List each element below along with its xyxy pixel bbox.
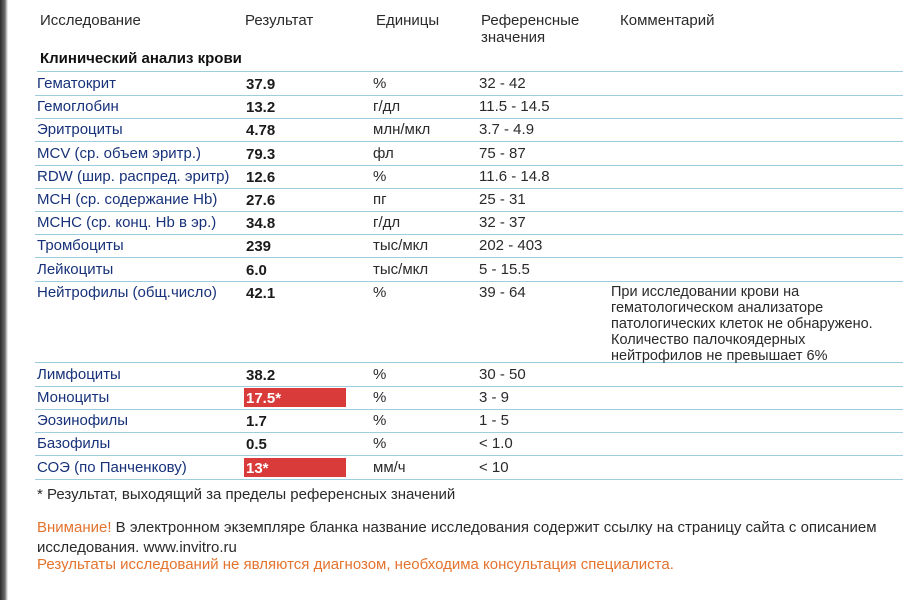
header-test: Исследование — [40, 12, 141, 29]
test-name: Нейтрофилы (общ.число) — [37, 284, 217, 301]
units: тыс/мкл — [373, 261, 429, 278]
table-row — [35, 432, 903, 456]
result-value — [244, 434, 346, 453]
result-value — [244, 167, 346, 186]
result-value — [244, 144, 346, 163]
result-value — [244, 236, 346, 255]
result-text: 4.78 — [246, 122, 276, 139]
test-name: MCH (ср. содержание Hb) — [37, 191, 218, 208]
comment-line: Количество палочкоядерных — [611, 332, 806, 348]
footnote: * Результат, выходящий за пределы референсных значений — [37, 486, 456, 503]
result-value — [244, 365, 346, 384]
test-name: Гематокрит — [37, 75, 116, 92]
notice-warning: Внимание! — [37, 519, 112, 536]
result-text: 17.5* — [246, 390, 282, 407]
table-row — [35, 386, 903, 410]
test-name: Эритроциты — [37, 121, 123, 138]
table-row — [35, 234, 903, 258]
result-text: 27.6 — [246, 192, 276, 209]
units: % — [373, 412, 387, 429]
result-value-flagged — [244, 388, 346, 407]
comment-line: При исследовании крови на — [611, 284, 800, 300]
table-row — [35, 211, 903, 235]
result-value — [244, 260, 346, 279]
reference-range: 3.7 - 4.9 — [479, 121, 535, 138]
result-text: 12.6 — [246, 169, 276, 186]
test-name: MCHC (ср. конц. Hb в эр.) — [37, 214, 217, 231]
header-reference-line2: значения — [481, 29, 546, 46]
result-text: 13* — [246, 460, 269, 477]
table-row — [35, 165, 903, 189]
units: % — [373, 435, 387, 452]
header-reference-line1: Референсные — [481, 12, 580, 29]
reference-range: 3 - 9 — [479, 389, 510, 406]
result-text: 38.2 — [246, 367, 276, 384]
units: пг — [373, 191, 387, 208]
result-value — [244, 97, 346, 116]
header-reference — [481, 12, 579, 46]
section-header — [37, 47, 903, 72]
comment-line: патологических клеток не обнаружено. — [611, 316, 873, 332]
comment — [611, 284, 901, 364]
table-row — [35, 409, 903, 433]
test-name: СОЭ (по Панченкову) — [37, 459, 187, 476]
reference-range: 25 - 31 — [479, 191, 526, 208]
result-value — [244, 411, 346, 430]
units: фл — [373, 145, 394, 162]
notice — [37, 518, 897, 558]
units: мм/ч — [373, 459, 406, 476]
table-row — [35, 188, 903, 212]
result-text: 1.7 — [246, 413, 267, 430]
result-text: 34.8 — [246, 215, 276, 232]
test-name: Лимфоциты — [37, 366, 121, 383]
test-name: Гемоглобин — [37, 98, 119, 115]
test-name: Базофилы — [37, 435, 111, 452]
reference-range: 32 - 42 — [479, 75, 526, 92]
reference-range: 5 - 15.5 — [479, 261, 530, 278]
result-value — [244, 283, 346, 302]
reference-range: 39 - 64 — [479, 284, 526, 301]
notice-text: В электронном экземпляре бланка название исследования содержит ссылку на страницу сайта с описанием исследования. www.invitro.ru — [37, 519, 877, 556]
units: % — [373, 366, 387, 383]
result-text: 0.5 — [246, 436, 267, 453]
reference-range: 202 - 403 — [479, 237, 543, 254]
result-text: 42.1 — [246, 285, 276, 302]
test-name: Моноциты — [37, 389, 110, 406]
table-row — [35, 118, 903, 142]
reference-range: < 1.0 — [479, 435, 513, 452]
reference-range: 30 - 50 — [479, 366, 526, 383]
result-text: 6.0 — [246, 262, 267, 279]
units: % — [373, 168, 387, 185]
reference-range: 11.5 - 14.5 — [479, 98, 550, 115]
result-value — [244, 213, 346, 232]
test-name: Лейкоциты — [37, 261, 114, 278]
table-row — [35, 142, 903, 166]
table-row — [35, 95, 903, 119]
result-value — [244, 120, 346, 139]
test-name: Тромбоциты — [37, 237, 124, 254]
table-row — [35, 281, 903, 363]
units: г/дл — [373, 214, 401, 231]
reference-range: 32 - 37 — [479, 214, 526, 231]
test-name: MCV (ср. объем эритр.) — [37, 145, 202, 162]
header-comment: Комментарий — [620, 12, 715, 29]
result-text: 13.2 — [246, 99, 276, 116]
reference-range: 75 - 87 — [479, 145, 526, 162]
units: % — [373, 75, 387, 92]
result-value — [244, 74, 346, 93]
table-row — [35, 72, 903, 96]
units: % — [373, 284, 387, 301]
header-result: Результат — [245, 12, 314, 29]
units: тыс/мкл — [373, 237, 429, 254]
table-row — [35, 258, 903, 282]
reference-range: < 10 — [479, 459, 509, 476]
test-name: Эозинофилы — [37, 412, 129, 429]
result-text: 239 — [246, 238, 272, 255]
comment-line: гематологическом анализаторе — [611, 300, 824, 316]
result-value — [244, 190, 346, 209]
header-units: Единицы — [376, 12, 440, 29]
table-row — [35, 456, 903, 480]
units: % — [373, 389, 387, 406]
table-row — [35, 363, 903, 387]
result-value-flagged — [244, 458, 346, 477]
result-text: 79.3 — [246, 146, 276, 163]
section-title: Клинический анализ крови — [40, 50, 242, 67]
result-text: 37.9 — [246, 76, 276, 93]
reference-range: 1 - 5 — [479, 412, 510, 429]
units: г/дл — [373, 98, 401, 115]
disclaimer: Результаты исследований не являются диагнозом, необходима консультация специалиста. — [37, 556, 674, 573]
test-name: RDW (шир. распред. эритр) — [37, 168, 230, 185]
comment-line: нейтрофилов не превышает 6% — [611, 348, 828, 364]
units: млн/мкл — [373, 121, 431, 138]
reference-range: 11.6 - 14.8 — [479, 168, 550, 185]
